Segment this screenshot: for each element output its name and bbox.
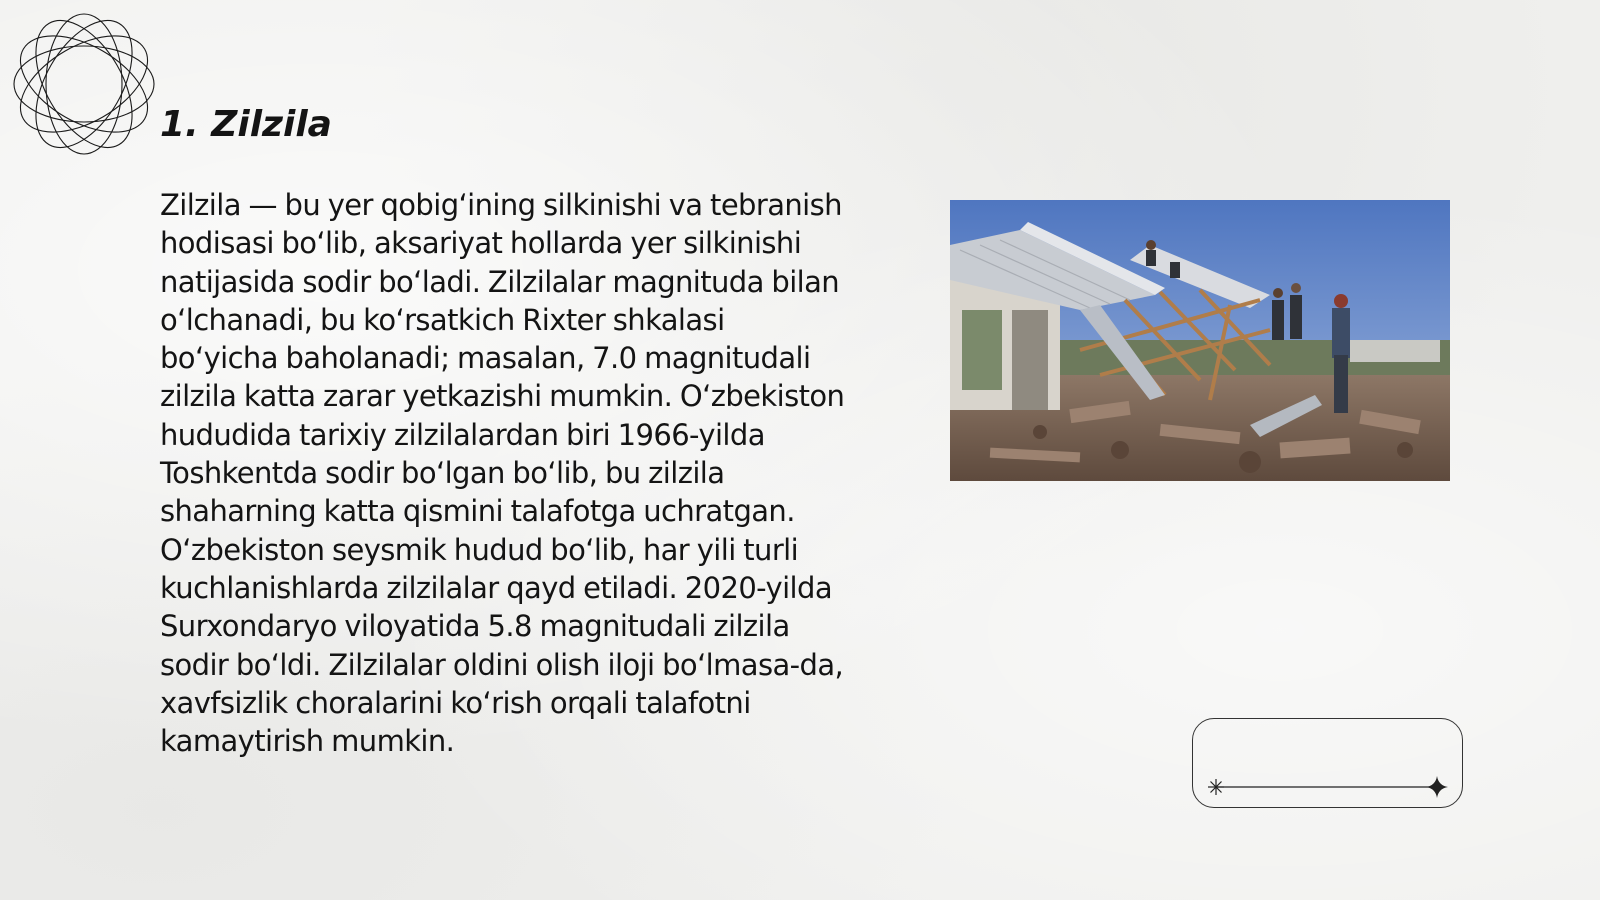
- circular-ornament-icon: [10, 10, 158, 158]
- earthquake-damaged-house-photo: [950, 200, 1450, 481]
- slide-body-text: Zilzila — bu yer qobigʻining silkinishi va tebranish hodisasi boʻlib, aksariyat hollarda yer silkinishi natijasida sodir boʻladi. Zilzilalar magnituda bilan oʻlchanadi, bu koʻrsatkich Rixter shkalasi boʻyicha baholanadi; masalan, 7.0 magnitudali zilzila katta zarar yetkazishi mumkin. Oʻzbekiston hududida tarixiy zilzilalardan biri 1966-yilda Toshkentda sodir boʻlgan boʻlib, bu zilzila shaharning katta qismini talafotga uchratgan. Oʻzbekiston seysmik hudud boʻlib, har yili turli kuchlanishlarda zilzilalar qayd etiladi. 2020-yilda Surxondaryo viloyatida 5.8 magnitudali zilzila sodir boʻldi. Zilzilalar oldini olish iloji boʻlmasa-da, xavfsizlik choralarini koʻrish orqali talafotni kamaytirish mumkin.: [160, 188, 845, 759]
- sparkle-line-icon: [1192, 718, 1463, 808]
- slide-title: 1. Zilzila: [160, 104, 332, 145]
